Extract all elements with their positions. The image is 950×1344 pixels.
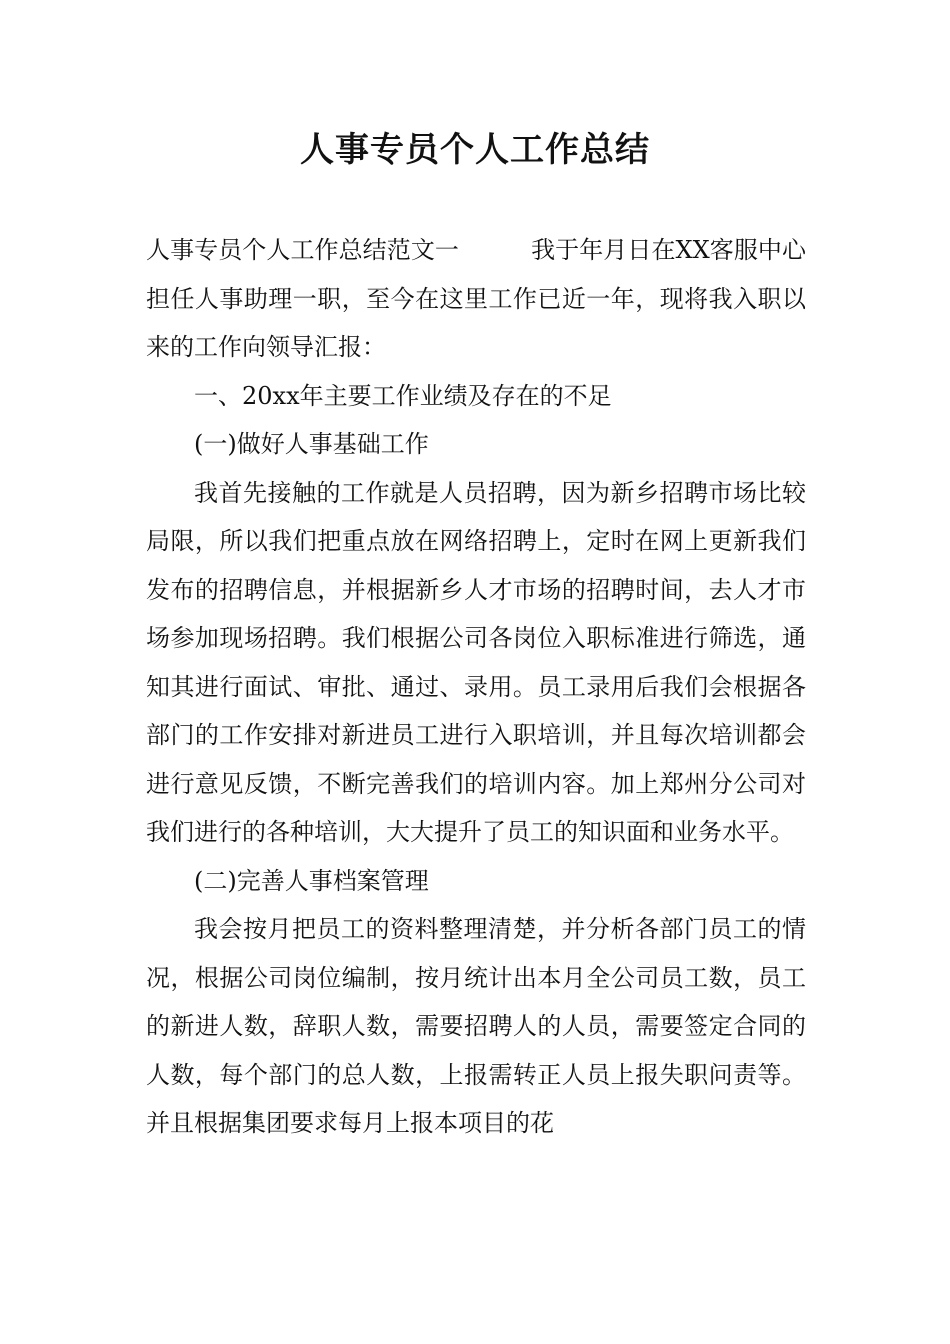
subsection-paragraph-1: 我首先接触的工作就是人员招聘，因为新乡招聘市场比较局限，所以我们把重点放在网络招聘上，定时在网上更新我们发布的招聘信息，并根据新乡人才市场的招聘时间，去人才市场参加现场招聘。我们根据公司各岗位入职标准进行筛选，通知其进行面试、审批、通过、录用。员工录用后我们会根据各部门的工作安排对新进员工进行入职培训，并且每次培训都会进行意见反馈，不断完善我们的培训内容。加上郑州分公司对我们进行的各种培训，大大提升了员工的知识面和业务水平。 xyxy=(146,478,806,846)
intro-label: 人事专员个人工作总结范文一 xyxy=(146,236,459,264)
subsection-heading-2: (二)完善人事档案管理 xyxy=(194,866,429,895)
intro-text: 我于年月日在XX客服中心担任人事助理一职，至今在这里工作已近一年，现将我入职以来的工作向领导汇报： xyxy=(146,236,807,361)
intro-paragraph xyxy=(146,226,806,372)
document-title: 人事专员个人工作总结 xyxy=(300,130,650,170)
section-heading-1: 一、20xx年主要工作业绩及存在的不足 xyxy=(194,381,612,410)
document-body xyxy=(146,226,806,1148)
subsection-heading-1: (一)做好人事基础工作 xyxy=(194,430,429,458)
subsection-paragraph-2: 我会按月把员工的资料整理清楚，并分析各部门员工的情况，根据公司岗位编制，按月统计出本月全公司员工数，员工的新进人数，辞职人数，需要招聘人的人员，需要签定合同的人数，每个部门的总人数，上报需转正人员上报失职问责等。并且根据集团要求每月上报本项目的花 xyxy=(146,915,806,1137)
